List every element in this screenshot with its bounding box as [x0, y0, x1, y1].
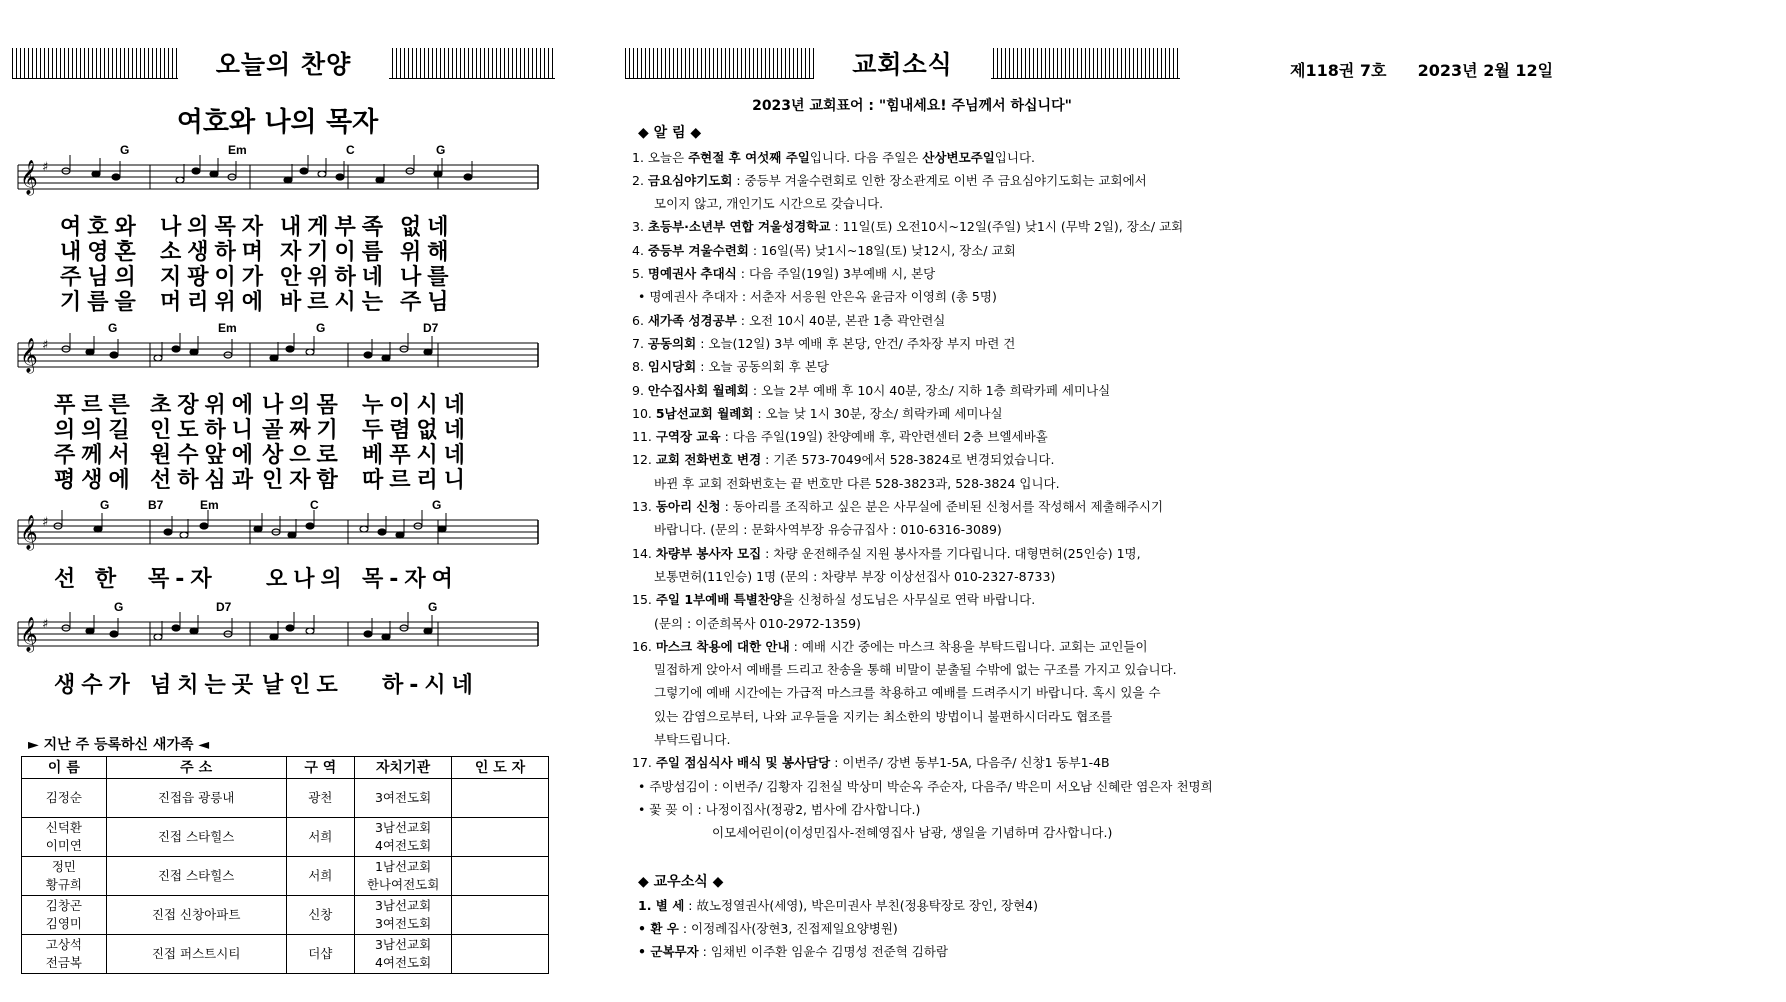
notice-item: [632, 355, 1192, 378]
music-note: [382, 355, 390, 361]
chord-label: Em: [218, 321, 237, 335]
notice-item: [632, 239, 1192, 262]
table-row: [22, 896, 549, 935]
notice-number: 7.: [632, 335, 648, 351]
notice-text: : 차량 운전해주실 지원 봉사자를 기다립니다. 대형면허(25인승) 1명,: [761, 545, 1141, 561]
member-news-label: • 군복무자: [638, 944, 699, 960]
music-note: [424, 628, 432, 634]
music-note: [438, 526, 446, 532]
notice-label: 명예권사 추대식: [647, 266, 737, 282]
chord-label: B7: [148, 498, 164, 512]
sheet-music-line-4: [18, 600, 553, 672]
cell-name: 고상석 전금복: [22, 935, 107, 974]
lyric-word: 여호와: [60, 215, 142, 240]
sheet-music-line-1: [18, 143, 553, 215]
cell-address: 진접 신창아파트: [106, 896, 286, 935]
music-note: [190, 628, 198, 634]
lyric-word: 누이시네: [362, 393, 472, 418]
lyric-word: 주님: [400, 290, 455, 315]
chord-label: G: [100, 498, 110, 512]
member-news-list: [632, 894, 1192, 964]
lyric-word: 머리위에: [160, 290, 270, 315]
music-note: [464, 174, 472, 180]
church-motto: 2023년 교회표어 : "힘내세요! 주님께서 하십니다": [752, 98, 1072, 114]
lyric-word: 두렴없네: [362, 418, 472, 443]
lyric-word: 초장위에: [150, 393, 260, 418]
cell-district: 더샵: [286, 935, 355, 974]
cell-org: 3남선교회 4여전도회: [355, 818, 452, 857]
lyric-word: 선 한: [54, 567, 123, 592]
column-header-name: 이 름: [22, 757, 107, 779]
treble-clef-icon: 𝄞: [20, 338, 38, 373]
notice-text: : 오늘 낮 1시 30분, 장소/ 희락카페 세미나실: [753, 405, 1003, 421]
music-note: [200, 523, 208, 529]
notice-number: 1.: [632, 149, 648, 165]
notice-number: 13.: [632, 499, 656, 515]
sheet-music-line-2: [18, 321, 553, 393]
key-signature-sharp-icon: ♯: [42, 160, 49, 175]
notice-number: 8.: [632, 359, 648, 375]
notice-label: 주일 1부예배 특별찬양: [655, 592, 782, 608]
member-news-text: : 임채빈 이주환 임윤수 김명성 전준혁 김하람: [698, 944, 949, 960]
cell-address: 진접읍 광릉내: [106, 779, 286, 818]
lyric-word: 하-시네: [382, 673, 479, 698]
notice-item: [632, 309, 1192, 332]
registrations-table: [21, 756, 549, 974]
notice-item: [632, 379, 1192, 402]
chord-label: Em: [228, 143, 247, 157]
table-row: [22, 818, 549, 857]
cell-guide: [452, 896, 549, 935]
notice-number: 14.: [632, 545, 656, 561]
music-note: [360, 526, 368, 532]
chord-label: D7: [216, 600, 232, 614]
notice-bullet: • 꽃 꽂 이 : 나정이집사(정광2, 범사에 감사합니다.): [638, 801, 921, 817]
notice-item: [632, 495, 1192, 518]
lyric-word: 안위하네: [280, 265, 390, 290]
notice-number: 6.: [632, 312, 648, 328]
hymn-section-header: [12, 48, 555, 79]
member-news-label: • 환 우: [638, 921, 679, 937]
music-note: [190, 349, 198, 355]
notice-text: : 16일(목) 낮1시~18일(토) 낮12시, 장소/ 교회: [748, 242, 1016, 258]
music-note: [172, 625, 180, 631]
notice-number: 15.: [632, 592, 656, 608]
column-header-guide: 인 도 자: [452, 757, 549, 779]
cell-district: 광천: [286, 779, 355, 818]
notice-text: : 이번주/ 강변 동부1-5A, 다음주/ 신창1 동부1-4B: [830, 755, 1110, 771]
notice-label: 마스크 착용에 대한 안내: [655, 638, 790, 654]
chord-label: C: [310, 498, 319, 512]
chord-label: Em: [200, 498, 219, 512]
cell-address: 진접 스타힐스: [106, 857, 286, 896]
lyric-word: 인도하니: [150, 418, 260, 443]
music-note: [164, 529, 172, 535]
notice-text: : 오늘(12일) 3부 예배 후 본당, 안건/ 주차장 부지 마련 건: [696, 335, 1016, 351]
lyric-word: 위해: [400, 240, 455, 265]
notice-number: 3.: [632, 219, 648, 235]
music-note: [284, 177, 292, 183]
notice-number: 4.: [632, 242, 648, 258]
notice-item: [632, 146, 1192, 169]
notice-label: 초등부·소년부 연합 겨울성경학교: [647, 219, 831, 235]
chord-label: G: [432, 498, 442, 512]
music-note: [176, 177, 184, 183]
music-note: [306, 523, 314, 529]
music-note: [376, 177, 384, 183]
cell-guide: [452, 935, 549, 974]
notice-label: 공동의회: [647, 335, 697, 351]
notice-label: 5남선교회 월례회: [655, 405, 754, 421]
music-note: [364, 352, 372, 358]
lyric-word: 베푸시네: [362, 443, 472, 468]
member-news-text: : 이정례집사(장현3, 진접제일요양병원): [678, 921, 898, 937]
lyric-word: 자기이름: [280, 240, 390, 265]
notice-number: 11.: [632, 429, 656, 445]
cell-address: 진접 스타힐스: [106, 818, 286, 857]
music-note: [180, 532, 188, 538]
notice-text: 오늘은: [647, 149, 689, 165]
notice-label: 중등부 겨울수련회: [647, 242, 749, 258]
music-note: [154, 355, 162, 361]
music-note: [270, 634, 278, 640]
registrations-caption: ► 지난 주 등록하신 새가족 ◄: [28, 737, 210, 753]
chord-label: G: [108, 321, 118, 335]
notice-text: : 다음 주일(19일) 찬양예배 후, 곽안련센터 2층 브엘세바홀: [720, 429, 1048, 445]
cell-district: 신창: [286, 896, 355, 935]
notice-item: [632, 425, 1192, 448]
notice-item: [632, 588, 1192, 611]
notice-item: [632, 332, 1192, 355]
lyric-word: 목-자: [148, 567, 218, 592]
lyric-word: 골짜기: [262, 418, 344, 443]
cell-guide: [452, 857, 549, 896]
cell-name: 김정순: [22, 779, 107, 818]
notice-label: 산상변모주일: [922, 149, 995, 165]
music-note: [154, 634, 162, 640]
chord-label: G: [428, 600, 438, 614]
table-row: [22, 779, 549, 818]
cell-guide: [452, 779, 549, 818]
notice-text: : 오늘 공동의회 후 본당: [696, 359, 829, 375]
notice-text: : 다음 주일(19일) 3부예배 시, 본당: [736, 266, 936, 282]
treble-clef-icon: 𝄞: [20, 160, 38, 195]
lyric-word: 날인도: [262, 673, 344, 698]
notice-number: 2.: [632, 172, 648, 188]
notice-text: : 기존 573-7049에서 528-3824로 변경되었습니다.: [761, 452, 1055, 468]
lyric-word: 평생에: [54, 468, 136, 493]
notice-label: 새가족 성경공부: [647, 312, 737, 328]
lyric-word: 내게부족: [280, 215, 390, 240]
music-note: [286, 625, 294, 631]
notice-item: [632, 262, 1192, 285]
notice-label: 동아리 신청: [655, 499, 721, 515]
lyric-word: 의의길: [54, 418, 136, 443]
notice-label: 차량부 봉사자 모집: [655, 545, 762, 561]
lyric-word: 상으로: [262, 443, 344, 468]
notice-text: : 오전 10시 40분, 본관 1층 곽안련실: [736, 312, 946, 328]
lyric-word: 내영혼: [60, 240, 142, 265]
music-note: [86, 349, 94, 355]
treble-clef-icon: 𝄞: [20, 617, 38, 652]
chord-label: G: [436, 143, 446, 157]
news-section-header: [625, 48, 1180, 79]
music-note: [254, 526, 262, 532]
chord-label: G: [316, 321, 326, 335]
lyric-word: 주께서: [54, 443, 136, 468]
notice-label: 구역장 교육: [655, 429, 721, 445]
notice-text: : 동아리를 조직하고 싶은 분은 사무실에 준비된 신청서를 작성해서 제출해주시기: [720, 499, 1164, 515]
member-news-text: : 故노정열권사(세영), 박은미권사 부친(정용탁장로 장인, 장현4): [684, 897, 1038, 913]
music-note: [94, 526, 102, 532]
treble-clef-icon: 𝄞: [20, 515, 38, 550]
key-signature-sharp-icon: ♯: [42, 515, 49, 530]
lyric-word: 오나의: [266, 567, 348, 592]
lyric-word: 넘치는곳: [150, 673, 260, 698]
notice-label: 임시당회: [647, 359, 697, 375]
member-news-item: [632, 894, 1192, 917]
notice-number: 16.: [632, 638, 656, 654]
lyric-word: 나의몸: [262, 393, 344, 418]
notice-text: : 중등부 겨울수련회로 인한 장소관계로 이번 주 금요심야기도회는 교회에서: [732, 172, 1147, 188]
music-note: [110, 631, 118, 637]
music-note: [86, 628, 94, 634]
music-note: [270, 355, 278, 361]
chord-label: G: [114, 600, 124, 614]
cell-org: 1남선교회 한나여전도회: [355, 857, 452, 896]
notice-heading: ◆ 알 림 ◆: [638, 125, 702, 142]
music-note: [288, 532, 296, 538]
notice-label: 안수집사회 월례회: [647, 382, 749, 398]
notice-bullet: • 주방섬김이 : 이번주/ 김황자 김천실 박상미 박순옥 주순자, 다음주/ 박은미 서오남 신혜란 염은자 천명희: [638, 778, 1213, 794]
column-header-org: 자치기관: [355, 757, 452, 779]
music-note: [210, 171, 218, 177]
chord-label: C: [346, 143, 355, 157]
column-header-address: 주 소: [106, 757, 286, 779]
notice-text: 입니다. 다음 주일은: [809, 149, 923, 165]
lyric-word: 생수가: [54, 673, 136, 698]
issue-date: 2023년 2월 12일: [1417, 61, 1554, 80]
notice-continuation: 부탁드립니다.: [654, 732, 731, 748]
cell-name: 신덕환 이미연: [22, 818, 107, 857]
lyric-word: 바르시는: [280, 290, 390, 315]
notice-continuation: (문의 : 이준희목사 010-2972-1359): [654, 615, 861, 631]
issue-number: 제118권 7호: [1290, 61, 1387, 80]
music-note: [306, 349, 314, 355]
notice-text: 입니다.: [994, 149, 1035, 165]
cell-district: 서희: [286, 857, 355, 896]
music-note: [382, 634, 390, 640]
lyric-word: 원수앞에: [150, 443, 260, 468]
music-note: [300, 168, 308, 174]
music-note: [396, 532, 404, 538]
notice-bullet: • 명예권사 추대자 : 서춘자 서응원 안은옥 윤금자 이영희 (총 5명): [638, 289, 997, 305]
notice-label: 금요심야기도회: [647, 172, 733, 188]
notice-item: [632, 635, 1192, 658]
news-section-title: 교회소식: [814, 45, 991, 81]
music-note: [378, 529, 386, 535]
lyric-word: 따르리니: [362, 468, 472, 493]
notice-continuation: 이모세어린이(이성민집사-전혜영집사 남광, 생일을 기념하며 감사합니다.): [712, 825, 1113, 841]
music-note: [286, 346, 294, 352]
music-note: [112, 174, 120, 180]
notice-item: [632, 169, 1192, 192]
notice-item: [632, 542, 1192, 565]
table-header-row: [22, 757, 549, 779]
member-news-item: [632, 940, 1192, 963]
member-news-heading: ◆ 교우소식 ◆: [638, 873, 724, 890]
notice-continuation: 바뀐 후 교회 전화번호는 끝 번호만 다른 528-3823과, 528-3824 입니다.: [654, 475, 1060, 491]
table-row: [22, 857, 549, 896]
cell-address: 진접 퍼스트시티: [106, 935, 286, 974]
notice-list: [632, 146, 1213, 845]
notice-number: 17.: [632, 755, 656, 771]
notice-item: [632, 215, 1192, 238]
table-row: [22, 935, 549, 974]
notice-label: 주현절 후 여섯째 주일: [688, 149, 810, 165]
lyric-word: 소생하며: [160, 240, 270, 265]
notice-label: 주일 점심식사 배식 및 봉사담당: [655, 755, 831, 771]
lyric-word: 푸르른: [54, 393, 136, 418]
column-header-district: 구 역: [286, 757, 355, 779]
notice-item: [632, 402, 1192, 425]
issue-info: [1290, 58, 1553, 81]
notice-continuation: 있는 감염으로부터, 나와 교우들을 지키는 최소한의 방법이니 불편하시더라도 협조를: [654, 708, 1113, 724]
notice-item: [632, 751, 1192, 774]
notice-text: : 예배 시간 중에는 마스크 착용을 부탁드립니다. 교회는 교인들이: [789, 638, 1148, 654]
notice-number: 10.: [632, 405, 656, 421]
cell-org: 3남선교회 4여전도회: [355, 935, 452, 974]
notice-number: 5.: [632, 266, 648, 282]
cell-name: 김창곤 김영미: [22, 896, 107, 935]
church-news: [632, 95, 1213, 964]
music-note: [336, 174, 344, 180]
lyric-word: 인자함: [262, 468, 344, 493]
music-note: [306, 628, 314, 634]
notice-continuation: 모이지 않고, 개인기도 시간으로 갖습니다.: [654, 196, 884, 212]
cell-org: 3여전도회: [355, 779, 452, 818]
notice-number: 9.: [632, 382, 648, 398]
chord-label: G: [120, 143, 130, 157]
notice-continuation: 바랍니다. (문의 : 문화사역부장 유승규집사 : 010-6316-3089): [654, 522, 1002, 538]
notice-text: : 오늘 2부 예배 후 10시 40분, 장소/ 지하 1층 희락카페 세미나실: [748, 382, 1111, 398]
sheet-music-line-3: [18, 498, 553, 570]
member-news-label: 1. 별 세: [638, 897, 685, 913]
notice-continuation: 밀접하게 앉아서 예배를 드리고 찬송을 통해 비말이 분출될 수밖에 없는 구조를 가지고 있습니다.: [654, 662, 1177, 678]
lyric-word: 선하심과: [150, 468, 260, 493]
music-note: [172, 346, 180, 352]
chord-label: D7: [423, 321, 439, 335]
notice-number: 12.: [632, 452, 656, 468]
music-note: [192, 168, 200, 174]
key-signature-sharp-icon: ♯: [42, 338, 49, 353]
music-note: [424, 349, 432, 355]
lyric-word: 목-자여: [362, 567, 459, 592]
lyric-word: 지팡이가: [160, 265, 270, 290]
hymn-section-title: 오늘의 찬양: [178, 45, 389, 81]
lyric-word: 나의목자: [160, 215, 270, 240]
lyric-word: 나를: [400, 265, 455, 290]
notice-continuation: 보통면허(11인승) 1명 (문의 : 차량부 부장 이상선집사 010-2327-8733): [654, 568, 1056, 584]
notice-continuation: 그렇기에 예배 시간에는 가급적 마스크를 착용하고 예배를 드려주시기 바랍니다. 혹시 있을 수: [654, 685, 1161, 701]
music-note: [92, 171, 100, 177]
cell-name: 정민 황규희: [22, 857, 107, 896]
notice-label: 교회 전화번호 변경: [655, 452, 762, 468]
member-news-item: [632, 917, 1192, 940]
notice-text: 을 신청하실 성도님은 사무실로 연락 바랍니다.: [781, 592, 1036, 608]
cell-guide: [452, 818, 549, 857]
hymn-title: 여호와 나의 목자: [176, 107, 379, 138]
notice-item: [632, 448, 1192, 471]
music-note: [364, 631, 372, 637]
key-signature-sharp-icon: ♯: [42, 617, 49, 632]
cell-district: 서희: [286, 818, 355, 857]
music-note: [110, 352, 118, 358]
lyric-word: 없네: [400, 215, 455, 240]
cell-org: 3남선교회 3여전도회: [355, 896, 452, 935]
notice-text: : 11일(토) 오전10시~12일(주일) 낮1시 (무박 2일), 장소/ 교회: [830, 219, 1184, 235]
lyric-word: 주님의: [60, 265, 142, 290]
lyric-word: 기름을: [60, 290, 142, 315]
music-note: [318, 171, 326, 177]
